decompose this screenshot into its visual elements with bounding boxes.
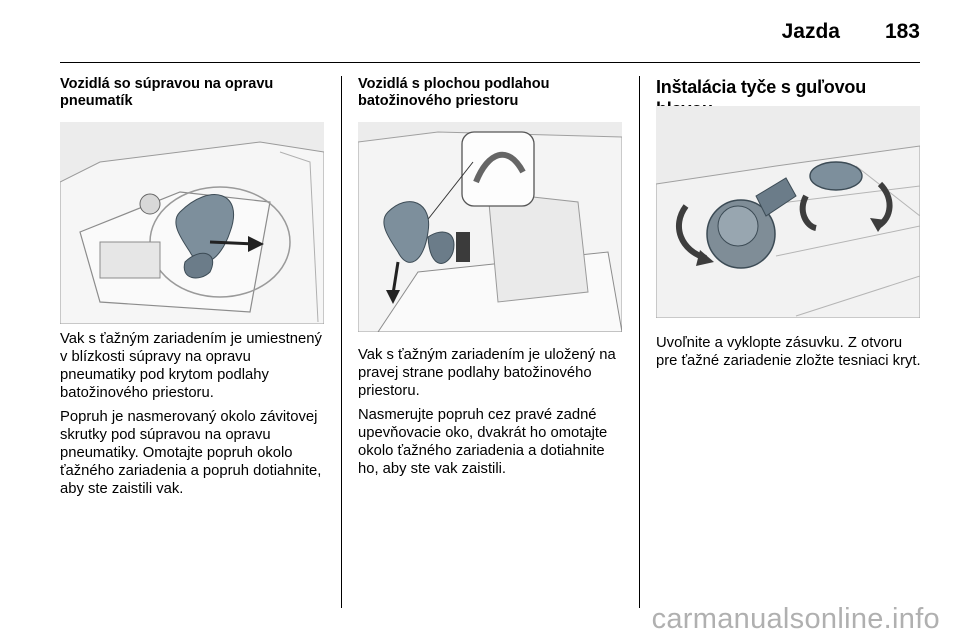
spare-wheel-well-illustration xyxy=(60,122,324,324)
page-number: 183 xyxy=(884,20,920,43)
section-title: Jazda xyxy=(781,20,840,43)
column-divider xyxy=(639,76,640,608)
paragraph: Uvoľnite a vyklopte zásuvku. Z otvoru pre ťažné zariadenie zložte tesniaci kryt. xyxy=(656,335,921,369)
paragraph: Vak s ťažným zariadením je uložený na pravej strane podlahy batožinového priestoru. xyxy=(358,347,616,399)
column-heading: Inštalácia tyče s guľovou xyxy=(656,77,867,97)
paragraph: Nasmerujte popruh cez pravé zadné upevňovacie oko, dvakrát ho omotajte okolo ťažného zariadenia a dotiahnite ho, aby ste vak zaistili. xyxy=(358,407,608,477)
paragraph: Vak s ťažným zariadením je umiestnený v blízkosti súpravy na opravu pneumatiky pod krytom podlahy batožinového priestoru. xyxy=(60,331,322,401)
column-repair-kit xyxy=(60,76,326,110)
paragraph: Popruh je nasmerovaný okolo závitovej skrutky pod súpravou na opravu pneumatiky. Omotajte popruh okolo ťažného zariadenia a popruh dotiahnite, aby ste zaistili vak. xyxy=(60,409,322,497)
column-body xyxy=(656,334,926,376)
page-header xyxy=(60,16,920,56)
column-flat-floor xyxy=(358,76,624,110)
cargo-floor-illustration xyxy=(358,122,622,332)
column-body xyxy=(60,330,328,504)
column-heading: Vozidlá s plochou podlahou batožinového priestoru xyxy=(358,76,550,109)
watermark: carmanualsonline.info xyxy=(651,603,940,635)
column-divider xyxy=(341,76,342,608)
socket-illustration xyxy=(656,106,920,318)
column-heading: Vozidlá so súpravou na opravu pneumatík xyxy=(60,76,274,109)
header-divider xyxy=(60,62,920,63)
column-body xyxy=(358,346,626,484)
